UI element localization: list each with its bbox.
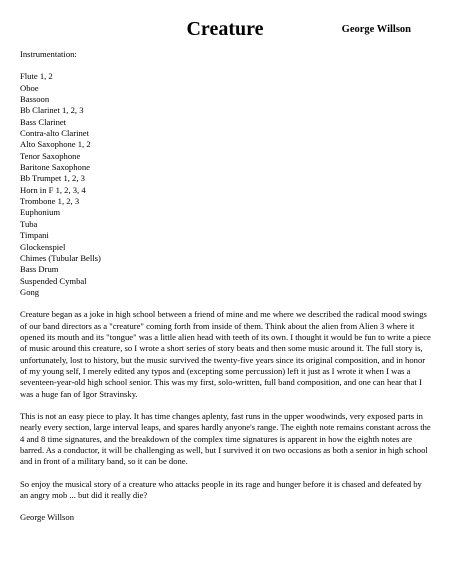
document-body bbox=[20, 49, 432, 524]
instrument-item: Suspended Cymbal bbox=[20, 275, 87, 286]
signature: George Willson bbox=[20, 512, 74, 523]
instrument-item: Bb Trumpet 1, 2, 3 bbox=[20, 173, 85, 184]
instrument-item: Alto Saxophone 1, 2 bbox=[20, 139, 91, 150]
instrumentation-heading: Instrumentation: bbox=[20, 49, 77, 59]
program-note-paragraph: So enjoy the musical story of a creature who attacks people in its rage and hunger before it is chased and defeated by an angry mob ... but did it really die? bbox=[20, 478, 422, 501]
instrument-item: Euphonium bbox=[20, 207, 61, 218]
instrument-item: Baritone Saxophone bbox=[20, 162, 90, 173]
instrument-item: Trombone 1, 2, 3 bbox=[20, 196, 80, 207]
instrument-item: Chimes (Tubular Bells) bbox=[20, 252, 101, 263]
instrument-item: Flute 1, 2 bbox=[20, 71, 53, 82]
program-note-paragraph: Creature began as a joke in high school between a friend of mine and me where we described the radical mood swings of our band directors as a "creature" coming forth from inside of them. Think about the alien from Alien 3 where it opened its mouth and its "tongue" was a little alien head with teeth of its own. I thought it would be fun to write a piece of music around this creature, so I wrote a short series of story beats and then some music around it. The full story is, unfortunately, lost to history, but the music survived the twenty-five years since its original composition, and in honor of my young self, I merely edited any typos and (excepting some percussion) left it just as I wrote it when I was a seventeen-year-old high school senior. This was my first, solo-written, full band composition, and one can hear that I was a huge fan of Igor Stravinsky. bbox=[20, 309, 431, 399]
instrument-item: Bass Clarinet bbox=[20, 116, 67, 127]
program-note-paragraph: This is not an easy piece to play. It has time changes aplenty, fast runs in the upper woodwinds, very exposed parts in nearly every section, large interval leaps, and spares hardly anyone's range. The eighth note remains constant across the 4 and 8 time signatures, and the breakdown of the complex time signatures is apparent in how the eighth notes are barred. As a conductor, it will be challenging as well, but I survived it on two occasions as both a senior in high school and in front of a military band, so it can be done. bbox=[20, 410, 431, 467]
instrument-item: Bassoon bbox=[20, 94, 50, 105]
instrument-item: Horn in F 1, 2, 3, 4 bbox=[20, 184, 86, 195]
instrument-item: Contra-alto Clarinet bbox=[20, 128, 89, 139]
instrument-item: Oboe bbox=[20, 82, 39, 93]
instrument-item: Tenor Saxophone bbox=[20, 150, 81, 161]
instrument-item: Bass Drum bbox=[20, 264, 59, 275]
instrument-item: Tuba bbox=[20, 218, 38, 229]
instrument-item: Bb Clarinet 1, 2, 3 bbox=[20, 105, 84, 116]
instrument-item: Gong bbox=[20, 286, 40, 297]
instrument-item: Timpani bbox=[20, 230, 49, 241]
composer-name: George Willson bbox=[341, 24, 411, 35]
page-title: Creature bbox=[186, 18, 264, 40]
instrument-item: Glockenspiel bbox=[20, 241, 66, 252]
instrument-list bbox=[20, 71, 432, 298]
